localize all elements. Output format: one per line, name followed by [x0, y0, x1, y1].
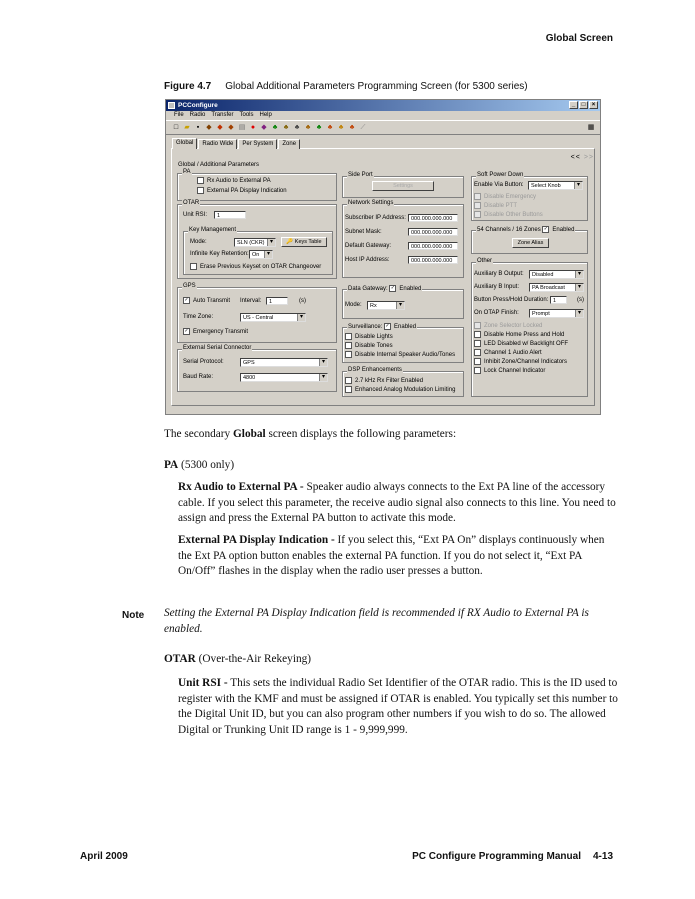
gps-label: GPS — [183, 283, 196, 289]
retention-select[interactable]: On ▾ — [249, 250, 273, 259]
encryption-icon[interactable]: ♣ — [327, 123, 333, 131]
interval-input[interactable]: 1 ÷ — [266, 297, 288, 305]
subscriber-ip-input[interactable]: 000.000.000.000 — [408, 214, 458, 222]
dg-mode-select[interactable]: Rx ▾ — [367, 301, 405, 310]
host-ip-input[interactable]: 000.000.000.000 — [408, 256, 458, 264]
app-icon — [168, 102, 175, 109]
toolbar — [166, 120, 600, 135]
serial-protocol-label: Serial Protocol: — [183, 359, 224, 365]
tune-icon[interactable]: ◆ — [261, 123, 267, 131]
side-port-group — [342, 172, 464, 198]
led-disabled-checkbox[interactable]: LED Disabled w/ Backlight OFF — [474, 340, 568, 347]
dsp-group — [342, 367, 464, 397]
rx-filter-checkbox[interactable]: 2.7 kHz Rx Filter Enabled — [345, 377, 423, 384]
dg-mode-label: Mode: — [345, 302, 362, 308]
surveillance-group — [342, 323, 464, 363]
gps-group — [177, 283, 337, 343]
interval-unit: (s) — [299, 298, 306, 304]
zones-group — [471, 226, 588, 254]
channel-alert-checkbox[interactable]: Channel 1 Audio Alert — [474, 349, 542, 356]
aux-b-output-select[interactable]: Disabled ▾ — [529, 270, 584, 279]
subnet-mask-input[interactable]: 000.000.000.000 — [408, 228, 458, 236]
disable-tones-checkbox[interactable]: Disable Tones — [345, 342, 393, 349]
options-icon[interactable]: ♣ — [338, 123, 344, 131]
figure-title: Global Additional Parameters Programming Screen (for 5300 series) — [225, 81, 528, 92]
lock-channel-checkbox[interactable]: Lock Channel Indicator — [474, 367, 545, 374]
unit-rsi-description: Unit RSI - This sets the individual Radio Set Identifier of the OTAR radio. This is the ID used to register with the KMF and must be assigned if OTAR is enabled. You typically set this number to the Digital Unit ID, but you can also program other numbers if you wish to do so. The allowed Digital or Trunking Unit ID range is 1 - 9,999,999. — [178, 677, 618, 736]
serial-protocol-select[interactable]: GPS ▾ — [240, 358, 328, 367]
new-file-icon[interactable]: □ — [173, 123, 179, 131]
pa-display-description: External PA Display Indication - If you select this, “Ext PA On” displays continuously when the Ext PA option button enables the external PA function. If you do not select it, “Ext PA On/Off” flashes in the display when the radio user presses a button. — [178, 534, 605, 577]
help-icon[interactable]: ♣ — [349, 123, 355, 131]
hold-duration-input[interactable]: 1 ÷ — [550, 296, 567, 304]
intro-paragraph: The secondary Global screen displays the following parameters: — [164, 428, 457, 440]
inhibit-zone-checkbox[interactable]: Inhibit Zone/Channel Indicators — [474, 358, 567, 365]
analog-limiting-checkbox[interactable]: Enhanced Analog Modulation Limiting — [345, 386, 455, 393]
disable-ptt-checkbox[interactable]: Disable PTT — [474, 202, 517, 209]
figure-number: Figure 4.7 — [164, 81, 212, 92]
default-gateway-label: Default Gateway: — [345, 243, 392, 249]
other-group — [471, 258, 588, 397]
zone-icon[interactable]: ♣ — [283, 123, 289, 131]
read-radio-icon[interactable]: ◆ — [206, 123, 212, 131]
retention-label: Infinite Key Retention: — [190, 251, 249, 257]
pa-label: PA — [183, 169, 191, 175]
data-gateway-label: Data Gateway: ✓ Enabled — [348, 285, 422, 293]
key-management-label: Key Management — [189, 227, 237, 233]
key-icon: 🔑 — [286, 239, 294, 245]
otap-finish-select[interactable]: Prompt ▾ — [529, 309, 584, 318]
tab-global[interactable]: Global — [172, 138, 197, 149]
serial-connector-label: External Serial Connector — [183, 345, 252, 351]
soft-power-group — [471, 172, 588, 221]
dsp-label: DSP Enhancements — [348, 367, 402, 373]
pa-heading: PA (5300 only) — [164, 459, 235, 471]
disable-speaker-checkbox[interactable]: Disable Internal Speaker Audio/Tones — [345, 351, 455, 358]
page-number: 4-13 — [592, 851, 613, 862]
footer-manual: PC Configure Programming Manual — [412, 851, 581, 862]
disable-lights-checkbox[interactable]: Disable Lights — [345, 333, 393, 340]
home-press-checkbox[interactable]: Disable Home Press and Hold — [474, 331, 564, 338]
zones-enabled-checkbox[interactable]: ✓ Enabled — [543, 226, 575, 234]
zone-selector-locked-checkbox[interactable]: Zone Selector Locked — [474, 322, 542, 329]
unit-rsi-input[interactable]: 1 ÷ — [214, 211, 246, 219]
open-folder-icon[interactable]: ▰ — [184, 123, 190, 131]
enable-via-label: Enable Via Button: — [474, 182, 524, 188]
talkgroup-icon[interactable]: ♣ — [316, 123, 322, 131]
panel-title: Global / Additional Parameters — [178, 162, 260, 168]
default-gateway-input[interactable]: 000.000.000.000 — [408, 242, 458, 250]
prev-page-arrow[interactable]: << — [570, 154, 581, 161]
menu-bar — [166, 111, 600, 120]
system-icon[interactable]: ♣ — [305, 123, 311, 131]
aux-b-input-label: Auxiliary B Input: — [474, 284, 520, 290]
write-radio-icon[interactable]: ◆ — [217, 123, 223, 131]
key-mode-select[interactable]: SLN (CKR) ▾ — [234, 238, 276, 247]
unit-rsi-label: Unit RSI: — [183, 212, 208, 218]
rx-audio-description: Rx Audio to External PA - Speaker audio always connects to the Ext PA line of the accessory cable. If you select this parameter, the receive audio signal also connects to this line. You need to assign and press the External PA button to activate this mode. — [178, 481, 616, 524]
menu-help[interactable]: Help — [259, 112, 272, 118]
menu-radio[interactable]: Radio — [189, 112, 206, 118]
calculator-icon[interactable]: ▦ — [587, 123, 595, 131]
channel-icon[interactable]: ♣ — [272, 123, 278, 131]
note-text: Setting the External PA Display Indication field is recommended if RX Audio to External PA is enabled. — [164, 607, 589, 635]
menu-tools[interactable]: Tools — [239, 112, 254, 118]
disable-emergency-checkbox[interactable]: Disable Emergency — [474, 193, 536, 200]
pointer-icon[interactable]: ⟋ — [360, 123, 366, 131]
scan-icon[interactable]: ♣ — [294, 123, 300, 131]
window-title: PCConfigure — [178, 102, 218, 109]
note-label: Note — [122, 610, 145, 621]
otap-finish-label: On OTAP Finish: — [474, 310, 519, 316]
rx-audio-checkbox[interactable]: Rx Audio to External PA — [197, 177, 271, 184]
title-bar — [166, 100, 600, 111]
tab-per-system[interactable]: Per System — [238, 139, 277, 149]
surveillance-enabled-checkbox[interactable]: ✓ Enabled — [385, 323, 417, 331]
footer-right — [412, 851, 613, 862]
page-header: Global Screen — [545, 33, 613, 44]
mode-label: Mode: — [190, 239, 207, 245]
compare-icon[interactable]: ▤ — [238, 123, 246, 131]
network-settings-group — [342, 200, 464, 278]
auto-transmit-checkbox[interactable]: ✓ Auto Transmit — [184, 297, 231, 305]
menu-file[interactable]: File — [174, 112, 184, 118]
key-management-group — [183, 227, 333, 275]
data-gateway-group — [342, 285, 464, 319]
otar-heading: OTAR (Over-the-Air Rekeying) — [164, 653, 312, 665]
menu-transfer[interactable]: Transfer — [211, 112, 234, 118]
figure-caption — [164, 81, 528, 92]
aux-b-input-select[interactable]: PA Broadcast ▾ — [529, 283, 584, 292]
minimize-button[interactable]: _ — [569, 101, 578, 109]
pa-group — [177, 169, 337, 201]
serial-connector-group — [177, 345, 337, 392]
footer-date: April 2009 — [80, 851, 128, 862]
hold-duration-label: Button Press/Hold Duration: — [474, 297, 549, 303]
otar-group — [177, 200, 337, 279]
side-port-label: Side Port — [348, 172, 373, 178]
time-zone-select[interactable]: US - Central ▾ — [240, 313, 306, 322]
interval-label: Interval: — [240, 298, 262, 304]
baud-rate-label: Baud Rate: — [183, 374, 214, 380]
host-ip-label: Host IP Address: — [345, 257, 390, 263]
time-zone-label: Time Zone: — [183, 314, 214, 320]
clone-icon[interactable]: ◆ — [228, 123, 234, 131]
zone-alias-button[interactable]: Zone Alias — [512, 238, 549, 248]
zones-label: 54 Channels / 16 Zones ✓ Enabled — [477, 226, 575, 234]
surveillance-label: Surveillance: ✓ Enabled — [348, 323, 417, 331]
record-icon[interactable]: ● — [250, 123, 256, 131]
data-gateway-enabled-checkbox[interactable]: ✓ Enabled — [390, 285, 422, 293]
subnet-mask-label: Subnet Mask: — [345, 229, 382, 235]
baud-rate-select[interactable]: 4800 ▾ — [240, 373, 328, 382]
hold-duration-unit: (s) — [577, 297, 584, 303]
next-page-arrow[interactable]: >> — [583, 154, 594, 161]
pcconfigure-window — [165, 99, 601, 415]
otar-label: OTAR — [183, 200, 200, 206]
disable-other-checkbox[interactable]: Disable Other Buttons — [474, 211, 543, 218]
soft-power-label: Soft Power Down — [477, 172, 524, 178]
subscriber-ip-label: Subscriber IP Address: — [345, 215, 406, 221]
other-label: Other — [477, 258, 493, 264]
tab-strip — [172, 139, 301, 149]
enable-via-select[interactable]: Select Knob ▾ — [528, 181, 583, 190]
network-settings-label: Network Settings — [348, 200, 394, 206]
close-button[interactable]: × — [589, 101, 598, 109]
pa-display-checkbox[interactable]: External PA Display Indication — [197, 187, 287, 194]
save-icon[interactable]: ▪ — [196, 123, 200, 131]
emergency-transmit-checkbox[interactable]: ✓ Emergency Transmit — [184, 328, 249, 336]
aux-b-output-label: Auxiliary B Output: — [474, 271, 524, 277]
settings-button[interactable]: Settings — [372, 181, 434, 191]
nav-arrows — [571, 154, 594, 161]
erase-keyset-checkbox[interactable]: Erase Previous Keyset on OTAR Changeover — [190, 263, 321, 270]
tab-zone[interactable]: Zone — [278, 139, 300, 149]
keys-table-button[interactable]: 🔑 Keys Table — [281, 237, 327, 247]
maximize-button[interactable]: □ — [579, 101, 588, 109]
tab-radio-wide[interactable]: Radio Wide — [198, 139, 237, 149]
